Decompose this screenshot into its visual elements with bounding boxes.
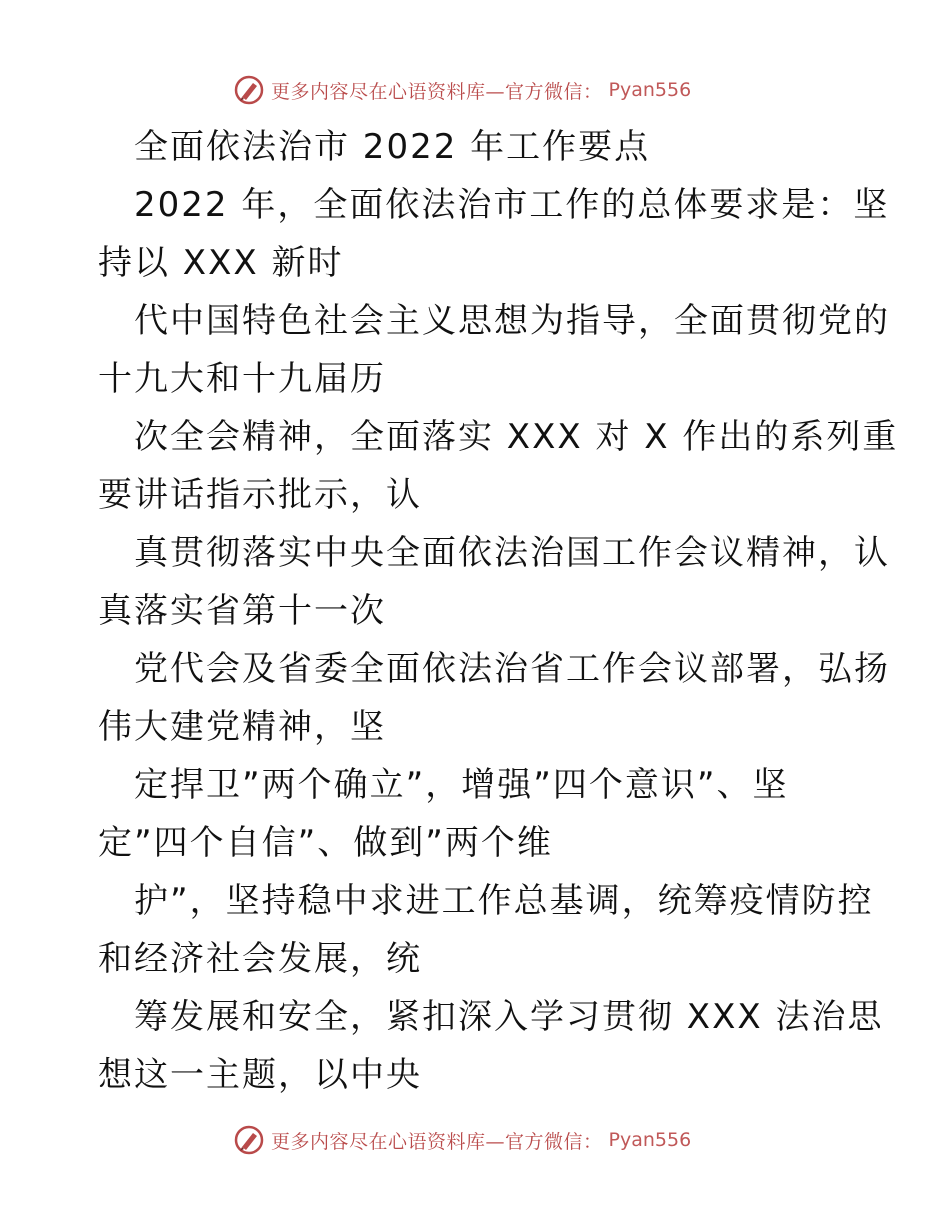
watermark-banner-bottom (233, 1122, 753, 1158)
body-line: 次全会精神，全面落实 XXX 对 X 作出的系列重 (134, 417, 899, 457)
body-line: 真落实省第十一次 (98, 591, 386, 631)
body-line: 党代会及省委全面依法治省工作会议部署，弘扬 (134, 649, 890, 689)
body-line: 持以 XXX 新时 (98, 243, 344, 283)
body-line: 真贯彻落实中央全面依法治国工作会议精神，认 (134, 533, 890, 573)
body-line: 定捍卫”两个确立”，增强”四个意识”、坚 (134, 765, 789, 805)
pen-logo-icon (233, 1124, 265, 1156)
watermark-contact: Pyan556 (608, 79, 692, 101)
body-line: 护”，坚持稳中求进工作总基调，统筹疫情防控 (134, 881, 874, 921)
body-line: 想这一主题，以中央 (98, 1055, 422, 1095)
body-line: 伟大建党精神，坚 (98, 707, 386, 747)
document-title: 全面依法治市 2022 年工作要点 (134, 127, 651, 167)
body-line: 代中国特色社会主义思想为指导，全面贯彻党的 (134, 301, 890, 341)
body-line: 要讲话指示批示，认 (98, 475, 422, 515)
body-line: 十九大和十九届历 (98, 359, 386, 399)
body-line: 2022 年，全面依法治市工作的总体要求是：坚 (134, 185, 890, 225)
body-line: 筹发展和安全，紧扣深入学习贯彻 XXX 法治思 (134, 997, 884, 1037)
document-body (98, 118, 899, 1104)
watermark-text: 更多内容尽在心语资料库—官方微信： (271, 1130, 603, 1153)
body-line: 定”四个自信”、做到”两个维 (98, 823, 553, 863)
body-line: 和经济社会发展，统 (98, 939, 422, 979)
pen-logo-icon (233, 74, 265, 106)
watermark-contact: Pyan556 (608, 1129, 692, 1151)
watermark-text: 更多内容尽在心语资料库—官方微信： (271, 80, 603, 103)
watermark-banner-top (233, 72, 753, 108)
